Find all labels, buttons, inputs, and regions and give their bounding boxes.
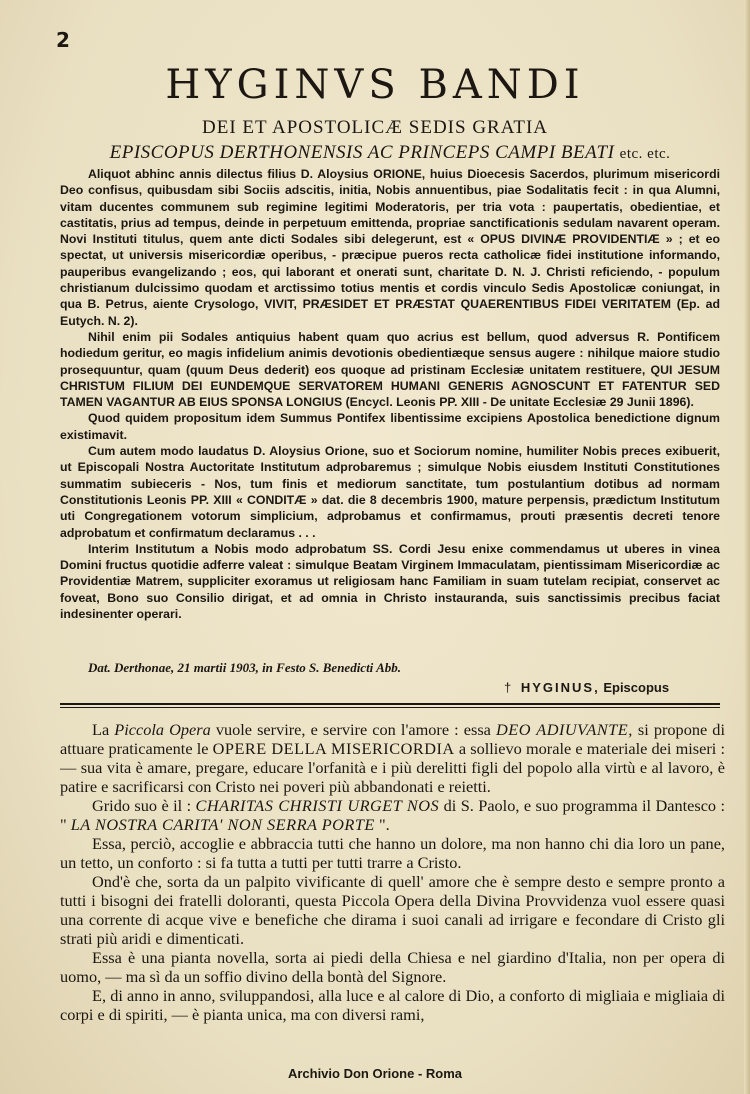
text-run: di S. Paolo, e suo programma il Dantesco : " bbox=[60, 796, 726, 834]
cross-icon: † bbox=[504, 680, 512, 695]
page-title: HYGINVS BANDI bbox=[165, 62, 585, 108]
divider-rule-thin bbox=[60, 707, 720, 708]
intro-paragraph: E, di anno in anno, sviluppandosi, alla luce e al calore di Dio, a conforto di migliaia e migliaia di corpi e di spiriti, — è pianta unica, ma con diversi rami, bbox=[60, 986, 725, 1024]
text-run: vuole servire, e servire con l'amore : essa bbox=[210, 720, 497, 739]
signature-title: Episcopus bbox=[603, 680, 670, 695]
decree-paragraph: Quod quidem propositum idem Summus Pontifex libentissime excipiens Apostolica benedictione dignum existimavit. bbox=[60, 411, 720, 442]
intro-text bbox=[60, 720, 725, 1024]
intro-paragraph bbox=[60, 796, 725, 834]
decree-text bbox=[60, 166, 720, 622]
decree-paragraph: Nihil enim pii Sodales antiquius habent quam quo acrius est bellum, quod adversus R. Pontificem hodiedum geritur, eo magis infidelium animis devotionis obedientiæque sensus augere : nihilque maiore studio prosequuntur, quam (quum Deus dederit) eos quoque ad pristinam Ecclesiæ unitatem restituere, QUI JESUM CHRISTUM FILIUM DEI EUNDEMQUE SERVATOREM HUMANI GENERIS AGNOSCUNT ET FATENTUR SED TAMEN VAGANTUR AB EIUS SPONSA LONGIUS (Encycl. Leonis PP. XIII - De unitate Ecclesiæ 29 Junii 1896). bbox=[60, 329, 720, 410]
page-edge bbox=[744, 0, 750, 1094]
text-run: La bbox=[92, 720, 115, 739]
page-number: 2 bbox=[56, 28, 70, 52]
signature-name: HYGINUS, bbox=[520, 680, 600, 695]
decree-paragraph: Cum autem modo laudatus D. Aloysius Orione, suo et Sociorum nomine, humiliter Nobis preces exibuerit, ut Episcopali Nostra Auctoritate Institutum adprobaremus ; simulque Nobis eiusdem Instituti Constitutiones summatim subieceris - Nos, tum finis et mediorum sanctitate, tum postulantium dotibus ad normam Constitutionis Leonis PP. XIII « CONDITÆ » dat. die 8 decembris 1900, mature perpensis, prædictum Institutum uti Congregationem votorum simplicium, adprobamus et confirmamus, prouti præsentis decreti tenore adprobatum et confirmatum declaramus . . . bbox=[60, 444, 720, 540]
text-run-italic: DEO ADIUVANTE, bbox=[496, 720, 633, 739]
subtitle-line-2-text: EPISCOPUS DERTHONENSIS AC PRINCEPS CAMPI BEATI bbox=[109, 142, 615, 163]
decree-paragraph: Aliquot abhinc annis dilectus filius D. Aloysius ORIONE, huius Dioecesis Sacerdos, plurimum misericordi Deo confisus, quibusdam sibi Sociis adscitis, initia, Nobis annuentibus, piae Sodalitatis fecit : in qua Alumni, vitam ducentes communem sub regimine legitimi Moderatoris, per tria vota : paupertatis, obedientiae, et castitatis, prius ad tempus, deinde in perpetuum emittenda, propriae sanctificationis sedulam navarent operam. Novi Instituti titulus, quem ante dicti Sodales sibi delegerunt, est « OPUS DIVINÆ PROVIDENTIÆ » ; et eo spectat, ut universis misericordiæ operibus, - præcipue pueros recta catholicæ fidei institutione informando, pauperibus evangelizando ; eos, qui laborant et onerati sunt, charitate D. N. J. Christi reficiendo, - populum christianum dulcissimo quodam et arctissimo totius mentis et cordis vinculo Sedis Apostolicæ coniungat, in qua B. Petrus, aiente Crysologo, VIVIT, PRÆSIDET ET PRÆSTAT QUAERENTIBUS FIDEI VERITATEM (Ep. ad Eutych. N. 2). bbox=[60, 167, 720, 328]
decree-paragraph: Interim Institutum a Nobis modo adprobatum SS. Cordi Jesu enixe commendamus ut uberes in vinea Domini fructus quotidie adferre valeat : simulque Beatam Virginem Immaculatam, pientissimam Misericordiæ ac Providentiæ Matrem, suppliciter exoramus ut religiosam hanc Familiam in suam tutelam recipiat, conservet ac foveat, Bono suo Consilio dirigat, et ad omnia in Christo instauranda, suis sanctissimis precibus faciat indesinenter operari. bbox=[60, 541, 720, 622]
decree-dateline: Dat. Derthonae, 21 martii 1903, in Festo S. Benedicti Abb. bbox=[88, 660, 401, 675]
subtitle-etc: etc. etc. bbox=[619, 146, 671, 162]
text-run-caps: OPERE DELLA MISERICORDIA bbox=[212, 739, 455, 758]
text-run-italic: CHARITAS CHRISTI URGET NOS bbox=[195, 796, 440, 815]
subtitle-line-1: DEI ET APOSTOLICÆ SEDIS GRATIA bbox=[202, 117, 548, 138]
text-run: a sollievo morale e materiale dei miseri : — sua vita è amare, pregare, educare l'orfanità e i più derelitti figli del popolo alla virtù e al lavoro, è patire e sacrificarsi con Cristo nei poveri più abbandonati e reietti. bbox=[60, 739, 726, 796]
intro-paragraph: Ond'è che, sorta da un palpito vivificante di quell' amore che è sempre desto e sempre pronto a tutti i bisogni dei fratelli doloranti, questa Piccola Opera della Divina Provvidenza vuol essere quasi una corrente di acque vive e benefiche che dirama i suoi canali ad irrigare e fecondare di Cristo gli strati più aridi e dimenticati. bbox=[60, 872, 725, 948]
text-run-italic: LA NOSTRA CARITA' NON SERRA PORTE bbox=[70, 815, 375, 834]
text-run: ". bbox=[374, 815, 390, 834]
text-run: Grido suo è il : bbox=[92, 796, 196, 815]
intro-paragraph: Essa è una pianta novella, sorta ai piedi della Chiesa e nel giardino d'Italia, non per opera di uomo, — ma sì da un soffio divino della bontà del Signore. bbox=[60, 948, 725, 986]
divider-rule bbox=[60, 703, 720, 705]
intro-paragraph: Essa, perciò, accoglie e abbraccia tutti che hanno un dolore, ma non hanno chi dia loro un pane, un tetto, un conforto : si fa tutta a tutti per tutti trarre a Cristo. bbox=[60, 834, 725, 872]
text-run: si propone di attuare praticamente le bbox=[60, 720, 725, 758]
intro-paragraph bbox=[60, 720, 725, 796]
archive-footer: Archivio Don Orione - Roma bbox=[287, 1066, 463, 1081]
text-run-italic: Piccola Opera bbox=[114, 720, 211, 739]
decree-signature bbox=[504, 680, 669, 695]
subtitle-line-2 bbox=[60, 142, 720, 164]
